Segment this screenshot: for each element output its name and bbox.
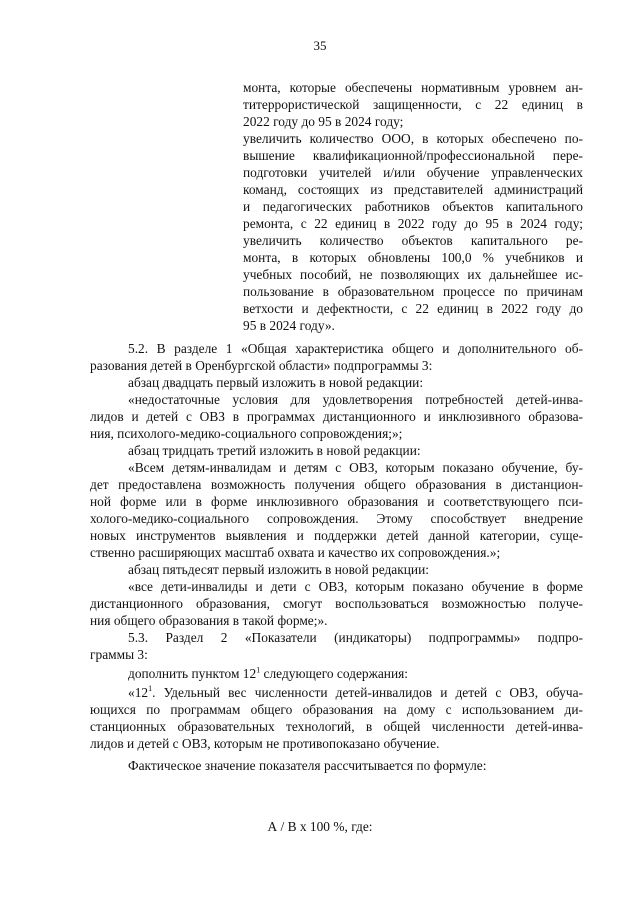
text-line: ветхости и дефектности, с 22 единиц в 2022 году до (243, 301, 583, 316)
text-line: граммы 3: (90, 647, 148, 662)
text-line: 5.3. Раздел 2 «Показатели (индикаторы) подпрограммы» подпро- (128, 630, 583, 645)
text-line: абзац двадцать первый изложить в новой редакции: (128, 375, 424, 390)
text-line: подготовки учителей и/или обучение управленческих (243, 165, 583, 180)
text-line: станционных образовательных технологий, в общей численности детей-инва- (90, 719, 583, 734)
text-line: 2022 году до 95 в 2024 году; (243, 114, 404, 129)
text-line: увеличить количество ООО, в которых обеспечено по- (243, 131, 583, 146)
text-line: новых инструментов выявления и поддержки детей данной категории, суще- (90, 528, 583, 543)
text-line: монта, которые обеспечены нормативным уровнем ан- (243, 80, 583, 95)
text-line: «все дети-инвалиды и дети с ОВЗ, которым показано обучение в форме (128, 579, 583, 594)
text-line: ной форме или в форме инклюзивного образования и соответствующего пси- (90, 494, 583, 509)
text-line: 5.2. В разделе 1 «Общая характеристика общего и дополнительного об- (128, 341, 583, 356)
text-line: учебных пособий, не позволяющих их дальнейшее ис- (243, 267, 583, 282)
text-line: ремонта, с 22 единиц в 2022 году до 95 в 2024 году; (243, 216, 583, 231)
text-line: лидов и детей с ОВЗ в программах дистанционного и инклюзивного образова- (90, 409, 583, 424)
text-line: монта, в которых обновлены 100,0 % учебников и (243, 250, 583, 265)
text-line: вышение квалификационной/профессиональной пере- (243, 148, 583, 163)
text-line: 95 в 2024 году». (243, 318, 335, 333)
text-line: разования детей в Оренбургской области» подпрограммы 3: (90, 358, 433, 373)
text-line: увеличить количество объектов капитального ре- (243, 233, 583, 248)
text-line: «12 1 . Удельный вес численности детей-инвалидов и детей с ОВЗ, обуча- (128, 684, 583, 700)
text-line: «Всем детям-инвалидам и детям с ОВЗ, которым показано обучение, бу- (128, 460, 583, 475)
text-line: лидов и детей с ОВЗ, которым не противопоказано обучение. (90, 736, 440, 751)
text-line: ния, психолого-медико-социального сопровождения;»; (90, 426, 403, 441)
text-line: титеррористической защищенности, с 22 единиц в (243, 97, 583, 112)
text-line: абзац пятьдесят первый изложить в новой редакции: (128, 562, 429, 577)
text-line: холого-медико-социального сопровождения. Этому способствует внедрение (90, 511, 583, 526)
text-line: Фактическое значение показателя рассчитывается по формуле: (128, 758, 487, 773)
text-line: «недостаточные условия для удовлетворения потребностей детей-инва- (128, 392, 583, 407)
text-line: дет предоставлена возможность получения общего образования в дистанцион- (90, 477, 583, 492)
formula: А / В х 100 %, где: (267, 819, 373, 834)
text-line: дополнить пунктом $12^1$ следующего содержания: (128, 665, 409, 681)
text-line: дистанционного образования, смогут воспользоваться возможностью получе- (90, 596, 583, 611)
text-line: пользование в образовательном процессе по причинам (243, 284, 583, 299)
text-line: команд, состоящих из представителей администраций (243, 182, 583, 197)
text-line: ственно расширяющих масштаб охвата и качество их сопровождения.»; (90, 545, 501, 560)
text-line: ющихся по программам общего образования на дому с использованием ди- (90, 702, 583, 717)
text-line: и педагогических работников объектов капитального (243, 199, 583, 214)
text-line: абзац тридцать третий изложить в новой редакции: (128, 443, 421, 458)
text-line: ния общего образования в такой форме;». (90, 613, 328, 628)
page-number: 35 (313, 38, 327, 53)
